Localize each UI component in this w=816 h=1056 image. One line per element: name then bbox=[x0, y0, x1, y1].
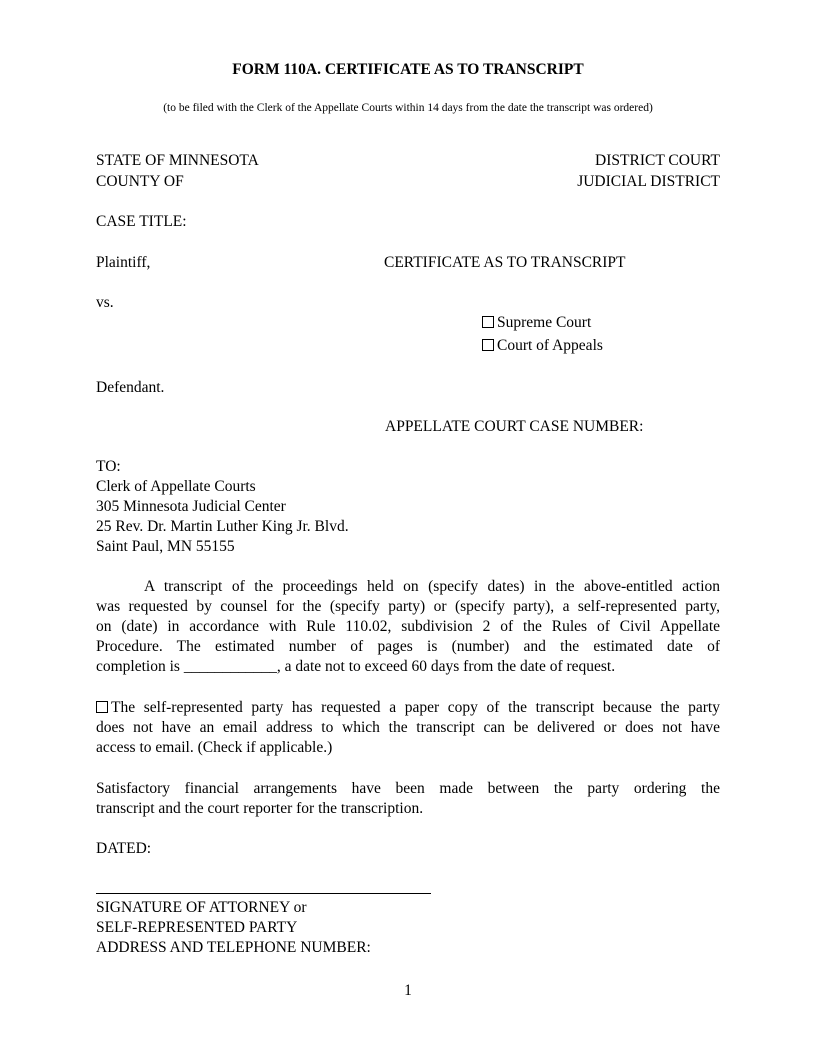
court-of-appeals-option[interactable] bbox=[482, 336, 603, 356]
paragraph-1-line: completion is ____________, a date not to exceed 60 days from the date of request. bbox=[96, 658, 616, 675]
form-title: FORM 110A. CERTIFICATE AS TO TRANSCRIPT bbox=[232, 61, 584, 78]
paragraph-2-line: The self-represented party has requested a paper copy of the transcript because the party bbox=[111, 699, 720, 716]
paragraph-1-line: Procedure. The estimated number of pages is (number) and the estimated date of bbox=[96, 638, 720, 655]
paragraph-3-line: transcript and the court reporter for the transcription. bbox=[96, 800, 424, 817]
case-title-label: CASE TITLE: bbox=[96, 213, 187, 230]
paragraph-3-line: Satisfactory financial arrangements have been made between the party ordering the bbox=[96, 780, 720, 797]
signature-label-3: ADDRESS AND TELEPHONE NUMBER: bbox=[96, 939, 371, 956]
county-label: COUNTY OF bbox=[96, 173, 184, 190]
address-to: TO: bbox=[96, 458, 121, 475]
paper-copy-option[interactable] bbox=[96, 698, 720, 718]
address-line-4: Saint Paul, MN 55155 bbox=[96, 538, 235, 555]
paragraph-1-line: A transcript of the proceedings held on (specify dates) in the above-entitled action bbox=[144, 578, 720, 595]
signature-label-2: SELF-REPRESENTED PARTY bbox=[96, 919, 298, 936]
plaintiff-label: Plaintiff, bbox=[96, 254, 151, 271]
supreme-court-checkbox[interactable] bbox=[482, 316, 494, 328]
signature-label-1: SIGNATURE OF ATTORNEY or bbox=[96, 899, 307, 916]
defendant-label: Defendant. bbox=[96, 379, 165, 396]
paragraph-1-line: on (date) in accordance with Rule 110.02, subdivision 2 of the Rules of Civil Appellate bbox=[96, 618, 720, 635]
document-title: CERTIFICATE AS TO TRANSCRIPT bbox=[384, 254, 626, 271]
paragraph-2-line: access to email. (Check if applicable.) bbox=[96, 739, 333, 756]
address-line-1: Clerk of Appellate Courts bbox=[96, 478, 256, 495]
state-label: STATE OF MINNESOTA bbox=[96, 152, 259, 169]
dated-label: DATED: bbox=[96, 840, 152, 857]
supreme-court-option[interactable] bbox=[482, 313, 591, 333]
court-of-appeals-label: Court of Appeals bbox=[497, 337, 603, 354]
vs-label: vs. bbox=[96, 294, 114, 311]
signature-line[interactable] bbox=[96, 893, 431, 894]
address-line-2: 305 Minnesota Judicial Center bbox=[96, 498, 286, 515]
court-of-appeals-checkbox[interactable] bbox=[482, 339, 494, 351]
address-line-3: 25 Rev. Dr. Martin Luther King Jr. Blvd. bbox=[96, 518, 349, 535]
district-label: JUDICIAL DISTRICT bbox=[577, 173, 720, 190]
supreme-court-label: Supreme Court bbox=[497, 314, 592, 331]
paragraph-2-line: does not have an email address to which the transcript can be delivered or does not have bbox=[96, 719, 720, 736]
page-number: 1 bbox=[404, 982, 412, 999]
paper-copy-checkbox[interactable] bbox=[96, 701, 108, 713]
case-number-label: APPELLATE COURT CASE NUMBER: bbox=[385, 418, 644, 435]
form-subtitle: (to be filed with the Clerk of the Appellate Courts within 14 days from the date the transcript was ordered) bbox=[163, 102, 653, 114]
paragraph-1-line: was requested by counsel for the (specify party) or (specify party), a self-represented party, bbox=[96, 598, 720, 615]
court-label: DISTRICT COURT bbox=[595, 152, 720, 169]
